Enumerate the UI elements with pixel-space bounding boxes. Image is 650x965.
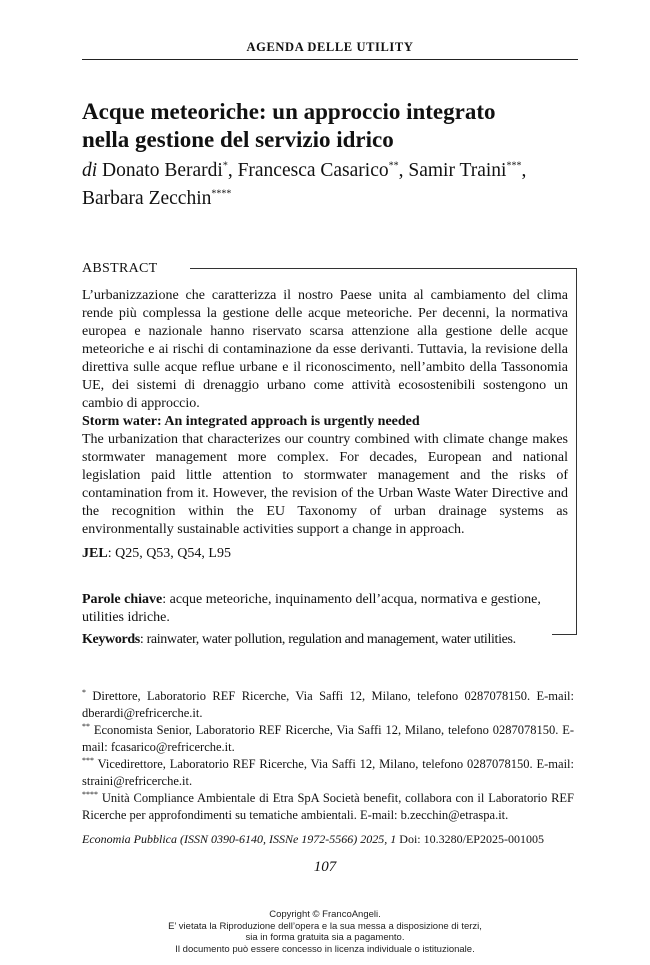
footnote-text: Economista Senior, Laboratorio REF Ricerche, Via Saffi 12, Milano, telefono 0287078150. E-mail: fcasarico@refricerche.it. <box>82 723 574 754</box>
footnote-mark: ** <box>82 721 90 731</box>
footnote-mark: **** <box>82 789 98 799</box>
title-line-1: Acque meteoriche: un approccio integrato <box>82 99 496 124</box>
footnote <box>82 756 574 790</box>
footnotes <box>82 688 574 824</box>
keywords-italian <box>82 591 568 627</box>
footnote-mark: *** <box>82 755 94 765</box>
keywords-english <box>82 631 568 649</box>
author-mark: *** <box>506 160 522 172</box>
abstract-label: ABSTRACT <box>82 261 158 276</box>
jel-codes <box>82 546 231 562</box>
author-name: Francesca Casarico <box>237 160 389 181</box>
abstract-frame-right <box>576 268 577 634</box>
footnote-mark: * <box>82 687 86 697</box>
keywords-block <box>82 591 568 649</box>
keywords-italian-text: : acque meteoriche, inquinamento dell’acqua, normativa e gestione, utilities idriche. <box>82 592 541 625</box>
abstract-frame-top <box>190 268 576 269</box>
title-line-2: nella gestione del servizio idrico <box>82 127 394 152</box>
page-number: 107 <box>313 859 337 875</box>
abstract-english: The urbanization that characterizes our country combined with climate change makes stormwater management more complex. For decades, European and national legislation paid little attention to stormwater management and the risks of contamination from it. However, the revision of the Urban Waste Water Directive and the recognition within the EU Taxonomy of urban drainage systems as environmentally sustainable activities support a change in approach. <box>82 432 568 537</box>
copyright-line: E’ vietata la Riproduzione dell’opera e la sua messa a disposizione di terzi, <box>168 920 482 932</box>
author-prefix: di <box>82 160 98 181</box>
doi: Doi: 10.3280/EP2025-001005 <box>396 832 544 846</box>
copyright-line: Copyright © FrancoAngeli. <box>269 909 381 920</box>
abstract-body <box>82 287 568 539</box>
journal-name: Economia Pubblica (ISSN 0390-6140, ISSNe 1972-5566) 2025, 1 <box>82 832 397 846</box>
copyright-notice <box>0 909 650 955</box>
footnote-text: Unità Compliance Ambientale di Etra SpA Società benefit, collabora con il Laboratorio REF Ricerche per approfondimenti su tematiche ambientali. E-mail: b.zecchin@etraspa.it. <box>82 791 574 822</box>
author-line-1: di Donato Berardi*, Francesca Casarico**, Samir Traini***, <box>82 160 527 181</box>
footnote-text: Vicedirettore, Laboratorio REF Ricerche, Via Saffi 12, Milano, telefono 0287078150. E-mail: straini@refricerche.it. <box>82 757 574 788</box>
keywords-italian-label: Parole chiave <box>82 592 163 607</box>
author-mark: **** <box>211 188 232 200</box>
footnote <box>82 790 574 824</box>
keywords-english-label: Keywords <box>82 632 140 647</box>
running-header: AGENDA DELLE UTILITY <box>246 40 414 54</box>
footnote <box>82 688 574 722</box>
header-rule <box>82 59 578 60</box>
footnote-text: Direttore, Laboratorio REF Ricerche, Via Saffi 12, Milano, telefono 0287078150. E-mail: dberardi@refricerche.it. <box>82 689 574 720</box>
author-name: Donato Berardi <box>102 160 223 181</box>
copyright-line: Il documento può essere concesso in licenza individuale o istituzionale. <box>175 943 475 955</box>
article-title <box>82 98 572 154</box>
author-line-2 <box>82 185 582 213</box>
abstract-italian: L’urbanizzazione che caratterizza il nostro Paese unita al cambiamento del clima rende più complessa la gestione delle acque meteoriche. Per decenni, la normativa europea e nazionale hanno riservato scarsa attenzione alla gestione delle acque meteoriche e ai rischi di contaminazione da esse derivanti. Tuttavia, la revisione della direttiva sulle acque reflue urbane e il riconoscimento, nell’ambito della Tassonomia UE, dei sistemi di drenaggio urbano come attività ecosostenibili sostengono un cambio di approccio. <box>82 288 568 411</box>
abstract-english-title: Storm water: An integrated approach is urgently needed <box>82 414 420 429</box>
author-mark: ** <box>388 160 399 172</box>
footnote <box>82 722 574 756</box>
author-name: Barbara Zecchin <box>82 188 212 209</box>
keywords-english-text: : rainwater, water pollution, regulation and management, water utilities. <box>139 632 516 647</box>
author-list <box>82 157 582 213</box>
author-name: Samir Traini <box>408 160 507 181</box>
copyright-line: sia in forma gratuita sia a pagamento. <box>245 932 405 943</box>
jel-label: JEL <box>82 546 108 561</box>
author-mark: * <box>222 160 228 172</box>
journal-citation <box>82 832 574 847</box>
jel-values: : Q25, Q53, Q54, L95 <box>107 546 231 561</box>
